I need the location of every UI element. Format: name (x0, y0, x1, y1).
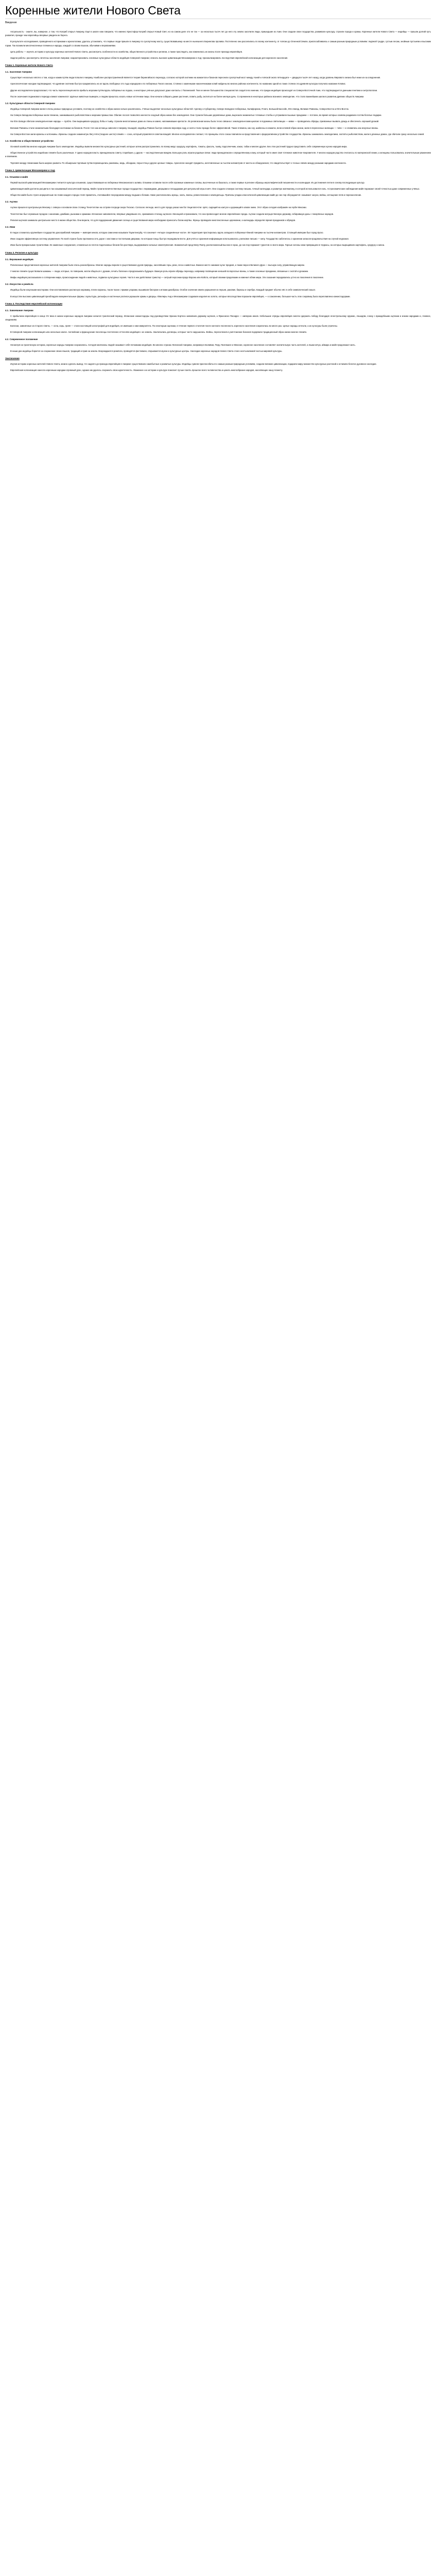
body-paragraph: Великие Равнины стали знаменитыми благодаря охотникам на бизонов. После того как испанцы завезли в Америку лошадей, индейцы Равнин быстро освоили верховую езду, и охота стала гораздо более эффективной. Такие племена, как сиу, шайенны и команчи, вели кочевой образ жизни, жили в переносных жилищах — типи — и славились как искусные воины. (10, 126, 379, 129)
document-section (5, 200, 431, 222)
body-paragraph: Несмотря на трагическую историю, коренные народы Америки сохранились. Сегодня миллионы людей называют себя потомками индейцев. Во многих странах Латинской Америки, например в Боливии, Перу, Гватемале и Мексике, коренное население составляет значительную часть жителей, а языки кечуа, аймара и майя продолжают жить. (10, 343, 356, 346)
document-section (5, 251, 431, 280)
body-paragraph: Инки были прекрасными строителями. Их каменные сооружения, сложенные из плотно подогнанных блоков без раствора, выдерживали сильные землетрясения. Знаменитый город Мачу-Пикчу, расположенный высоко в горах, до сих пор поражает туристов со всего мира. Горные склоны инки превращали в террасы, на которых выращивали картофель, кукурузу и киноа. (10, 244, 385, 247)
section-heading: 2.2. Ацтеки (5, 200, 18, 204)
body-paragraph: Основой хозяйства многих народов Америки было земледелие. Индейцы вывели множество культурных растений, которые затем распространились по всему миру: кукурузу, картофель, томаты, фасоль, тыкву, подсолнечник, какао, табак и многие другие. Без этих растений трудно представить себе современную кухню народов мира. (10, 145, 347, 148)
body-paragraph: Изучив историю коренных жителей Нового Света, можно сделать вывод, что задолго до прихода европейцев в Америке существовали самобытные и развитые культуры. Индейцы сумели приспособиться к самым разным природным условиям, создали великие цивилизации, подарили миру множество культурных растений и оставили богатое духовное наследие. (10, 362, 377, 365)
body-paragraph: После окончания ледникового периода климат изменился: крупные животные вымерли, и людям пришлось искать новые источники пищи. Они начали собирать дикие растения, ловить рыбу, охотиться на более мелкую дичь. Со временем в некоторых районах возникло земледелие, что стало важнейшим шагом в развитии древних обществ Америки. (10, 95, 364, 98)
section-heading: 4.2. Современное положение (5, 337, 38, 341)
body-paragraph: Первой высокой цивилизацией Мезоамерики считается культура ольмеков, существовавшая на побережье Мексиканского залива. Ольмеки оставили после себя огромные каменные головы, высеченные из базальта, а также первые в регионе образцы иероглифической письменности и календаря. Их достижения легли в основу последующих культур. (10, 181, 365, 184)
document-section (5, 139, 431, 165)
document-section (5, 225, 431, 247)
body-paragraph: Археологические находки подтверждают, что древние охотники быстро продвигались на юг вдоль свободных ото льда коридоров и по побережью Тихого океана. Стоянки с каменными наконечниками копий найдены во многих районах континента; по названию одной из таких стоянок эта древняя культура получила название Кловис. (10, 82, 346, 86)
section-heading: 1.3. Хозяйство и общественное устройство (5, 140, 54, 143)
document-body (5, 30, 431, 372)
body-paragraph: Болезни, завезённые из Старого Света, — оспа, корь, грипп — стали настоящей катастрофой для индейцев, не имевших к ним иммунитета. По некоторым оценкам, в течение первого столетия после контакта численность коренного населения сократилась во много раз. Целые народы исчезли, а их культуры были утрачены. (10, 325, 338, 328)
section-heading: 1.2. Культурные области Северной Америки (5, 102, 55, 105)
body-paragraph: Общественное устройство индейских племён было различным. У одних народов власть принадлежала совету старейшин, у других — наследственным вождям. Большую роль играли родовые связи: люди принадлежали к определённому клану, который часто имел своё тотемное животное-покровителя. У многих народов родство считалось по материнской линии, а женщины пользовались значительным уважением и влиянием. (5, 151, 431, 158)
body-paragraph: Религиозные представления коренных жителей Америки были очень разнообразны. Многие народы верили в существование духов природы, населявших горы, реки, леса и животных. Важное место занимал культ предков, а также вера в Великого Духа — высшую силу, управляющую миром. (10, 263, 305, 266)
chapter-heading: Глава 2. Цивилизации Мезоамерики и Анд (5, 168, 55, 172)
section-heading: 2.3. Инки (5, 226, 15, 229)
chapter-heading: Глава 4. Последствия европейской колонизации (5, 302, 63, 305)
chapter-heading: Заключение (5, 357, 20, 360)
body-paragraph: Существует несколько гипотез о том, когда и каким путём люди попали в Америку. Наиболее распространённой является теория берингийского перехода, согласно которой охотники на мамонтов и бизонов пересекли сухопутный мост между Азией и Аляской около пятнадцати — двадцати тысяч лет назад, когда уровень Мирового океана был ниже из-за оледенения. (10, 76, 381, 79)
body-paragraph: На Северо-Западном побережье жили племена, занимавшиеся рыболовством и морским промыслом. Обилие лосося позволяло им вести оседлый образ жизни без земледелия. Они строили большие деревянные дома, вырезали знаменитые тотемные столбы и устраивали пышные праздники — потлачи, во время которых хозяева раздавали гостям богатые подарки. (10, 114, 382, 117)
document-title: Коренные жители Нового Света (5, 3, 431, 19)
body-paragraph: Инки создали эффективную систему управления. По всей стране была проложена сеть дорог с мостами и постоялыми дворами, по которым гонцы быстро передавали вести. Для учёта и хранения информации использовалось узелковое письмо — кипу. Государство заботилось о хранении запасов продовольствия на случай неурожая. (10, 238, 349, 241)
body-paragraph: Цивилизация майя достигла расцвета в так называемый классический период. Майя строили величественные города-государства с пирамидами, дворцами и площадками для ритуальной игры в мяч. Они создали сложную систему письма, точный календарь и развитую математику, в которой использовался ноль. Астрономические наблюдения майя поражают своей точностью даже современных учёных. (10, 188, 420, 191)
section-heading: 2.1. Ольмеки и майя (5, 175, 28, 178)
body-paragraph: На Юго-Западе обитали земледельческие народы — пуэбло. Они выращивали кукурузу, бобы и тыкву, строили многоэтажные дома из глины и камня, напоминавшие крепости. Их религиозная жизнь была тесно связана с земледельческим циклом: в подземных святилищах — кивах — проводились обряды, призванные вызвать дождь и обеспечить хороший урожай. (10, 120, 379, 123)
body-paragraph: Европейская колонизация нанесла коренным народам огромный урон, однако им удалось сохранить свою идентичность. Уважение к их истории и культуре помогает лучше понять прошлое всего человечества и ценить многообразие народов, населяющих нашу планету. (10, 369, 283, 372)
chapter-heading: Глава 1. Коренные жители Нового Света (5, 64, 53, 67)
document-section (5, 30, 431, 60)
document-section (5, 63, 431, 98)
body-paragraph: В результате исследования, проведённого историками и археологами, удалось установить, что первые люди пришли в Америку по сухопутному мосту, существовавшему на месте нынешнего Берингова пролива. Постепенно они расселились по всему континенту, от Аляски до Огненной Земли, приспосабливаясь к самым разным природным условиям: ледяной тундре, густым лесам, знойным пустыням и высоким горам. Так возникли многочисленные племена и народы, каждый со своим языком, обычаями и верованиями. (5, 40, 431, 47)
chapter-heading: Глава 3. Религия и культура (5, 251, 38, 254)
body-paragraph: У многих племён существовали шаманы — люди, которые, по поверьям, могли общаться с духами, лечить болезни и предсказывать будущее. Важную роль играли обряды перехода, например посвящение юношей во взрослые воины, а также сезонные праздники, связанные с охотой и урожаем. (10, 269, 309, 273)
body-paragraph: Задачи работы: рассмотреть гипотезы заселения Америки; охарактеризовать основные культурные области индейцев Северной Америки; описать высокие цивилизации Мезоамерики и Анд; проанализировать последствия европейской колонизации для коренного населения. (10, 57, 288, 60)
document-section (5, 337, 431, 353)
body-paragraph: Ацтеки пришли в Центральную Мексику с севера и основали свою столицу Теночтитлан на острове посреди озера Тескоко. Согласно легенде, место для города указал им бог Уицилопочтли: орёл, сидящий на кактусе и держащий в клюве змею. Этот образ сегодня изображён на гербе Мексики. (10, 206, 307, 209)
body-paragraph: Индейцы были искусными мастерами. Они изготавливали расписную керамику, плели корзины, ткали ткани с яркими узорами, вышивали бисером и иглами дикобраза. Особое значение имели украшения из перьев, раковин, бирюзы и серебра. Каждый предмет обычно нёс в себе символический смысл. (10, 289, 316, 292)
document-section (5, 357, 431, 372)
section-heading: 4.1. Завоевание Америки (5, 309, 33, 312)
body-paragraph: Торговля между племенами была широко развита. По обширным торговым путям перемещались раковины, медь, обсидиан, перья птиц и другие ценные товары. Археологи находят предметы, изготовленные за тысячи километров от места их обнаружения, что свидетельствует о тесных связях между разными народами континента. (10, 161, 346, 164)
document-section (5, 101, 431, 136)
body-paragraph: Индейцы Северной Америки жили в очень разных природных условиях, поэтому их хозяйство и образ жизни сильно различались. Учёные выделяют несколько культурных областей: Арктику и Субарктику, Северо-Западное побережье, Калифорнию, Плато, Большой Бассейн, Юго-Запад, Великие Равнины, Северо-Восток и Юго-Восток. (10, 108, 350, 111)
section-heading: 3.2. Искусство и ремёсла (5, 283, 33, 286)
document-section (5, 302, 431, 334)
body-paragraph: Мифы индейцев рассказывали о сотворении мира, происхождении людей и животных, подвигах культурных героев. Часто в них действовал трикстер — хитрый персонаж вроде Ворона или Койота, который своими проделками и изменил облик мира. Эти сказания передавались устно из поколения в поколение. (10, 276, 324, 279)
body-paragraph: В наши дни индейцы борются за сохранение своих языков, традиций и прав на землю. Возрождаются ремёсла, проводятся фестивали, открываются музеи и культурные центры. Наследие коренных народов Нового Света стало неотъемлемой частью мировой культуры. (10, 349, 283, 352)
body-paragraph: В Северной Америке колонизация шла несколько иначе. Английские и французские поселенцы постепенно оттесняли индейцев с их земель. Заключались договоры, которые часто нарушались. Войны, переселения и уничтожение бизонов подорвали традиционный образ жизни многих племён. (10, 331, 307, 334)
body-paragraph: Актуальность - знаете, вы, наверное, о том, что Колумб открыл Америку. Ещё в школе нам говорили, что именно Христофор Колумб открыл Новый Свет, но на самом деле это не так — за несколько тысяч лет до него эту землю заселили люди, пришедшие из Азии. Они создали свои государства, развивали культуру, строили города и храмы. Коренные жители Нового Света — индейцы — прошли долгий путь развития, прежде чем европейцы впервые увидели их берега. (5, 30, 431, 37)
body-paragraph: В искусстве высоких цивилизаций преобладали монументальные формы: скульптура, рельефы и настенные росписи украшали храмы и дворцы. Ювелиры Анд и Мезоамерики создавали изделия из золота, которые впоследствии поразили европейцев, — к сожалению, большая часть этих сокровищ была переплавлена конкистадорами. (10, 295, 351, 298)
document-section (5, 168, 431, 197)
body-paragraph: В Андах сложилось крупнейшее государство доколумбовой Америки — империя инков, которую сами инки называли Тауантинсуйу, что означает «четыре соединённые части». Её территория простиралась вдоль западного побережья Южной Америки на тысячи километров. Столицей империи был город Куско. (10, 231, 324, 234)
section-heading: 1.1. Заселение Америки (5, 71, 32, 74)
body-paragraph: Теночтитлан был огромным городом с каналами, дамбами, рынками и храмами. Испанские завоеватели, впервые увидевшие его, сравнивали столицу ацтеков с Венецией и признавали, что она превосходит многие европейские города. Ацтеки создали могущественную державу, собиравшую дань с покорённых народов. (10, 212, 334, 215)
body-paragraph: Другие исследователи предполагают, что часть переселенцев могла прибыть морским путём вдоль побережья на лодках, а некоторые учёные допускают даже контакты с Полинезией. Тем не менее большинство специалистов сходится во мнении, что предки индейцев происходят из Северо-Восточной Азии, что подтверждается данными генетики и антропологии. (10, 89, 378, 92)
body-paragraph: Цель работы — изучить историю и культуру коренных жителей Нового Света, рассмотреть особенности их хозяйства, общественного устройства и религии, а также проследить, как изменилась их жизнь после прихода европейцев. (10, 50, 243, 53)
body-paragraph: Общество майя было строго иерархичным: во главе каждого города стоял правитель, считавшийся посредником между людьми и богами. Ниже располагались жрецы, знать, воины, ремесленники и земледельцы. Причины упадка классической цивилизации майя до сих пор обсуждаются: называют засухи, войны, истощение почв и перенаселение. (10, 194, 362, 197)
document-subtitle: Введение (5, 21, 17, 24)
body-paragraph: С прибытием европейцев в конце XV века в жизни коренных народов Америки начался трагический период. Испанские конкистадоры под руководством Эрнана Кортеса завоевали державу ацтеков, а Франсиско Писарро — империю инков. Небольшие отряды европейцев смогли одержать победу благодаря огнестрельному оружию, лошадям, союзу с враждебными ацтекам и инкам народами и, главное, эпидемиям. (5, 314, 431, 321)
body-paragraph: Религия ацтеков занимала центральное место в жизни общества. Они верили, что для поддержания движения солнца и существования мира необходимо приносить богам жертвы. Жрецы проводили многочисленные церемонии, а календарь определял время праздников и обрядов. (10, 218, 296, 222)
section-heading: 3.1. Верования индейцев (5, 258, 33, 261)
body-paragraph: На Северо-Востоке жили ирокезы и алгонкины. Ирокезы создали знаменитую Лигу пяти (позднее шести) племён — союз, который управлялся советом вождей. Многие исследователи считают, что принципы этого союза повлияли на представления о федеративном устройстве государства. Ирокезы занимались земледелием, охотой и рыболовством, жили в длинных домах, где обитали сразу несколько семей. (10, 132, 425, 135)
document-section (5, 282, 431, 298)
